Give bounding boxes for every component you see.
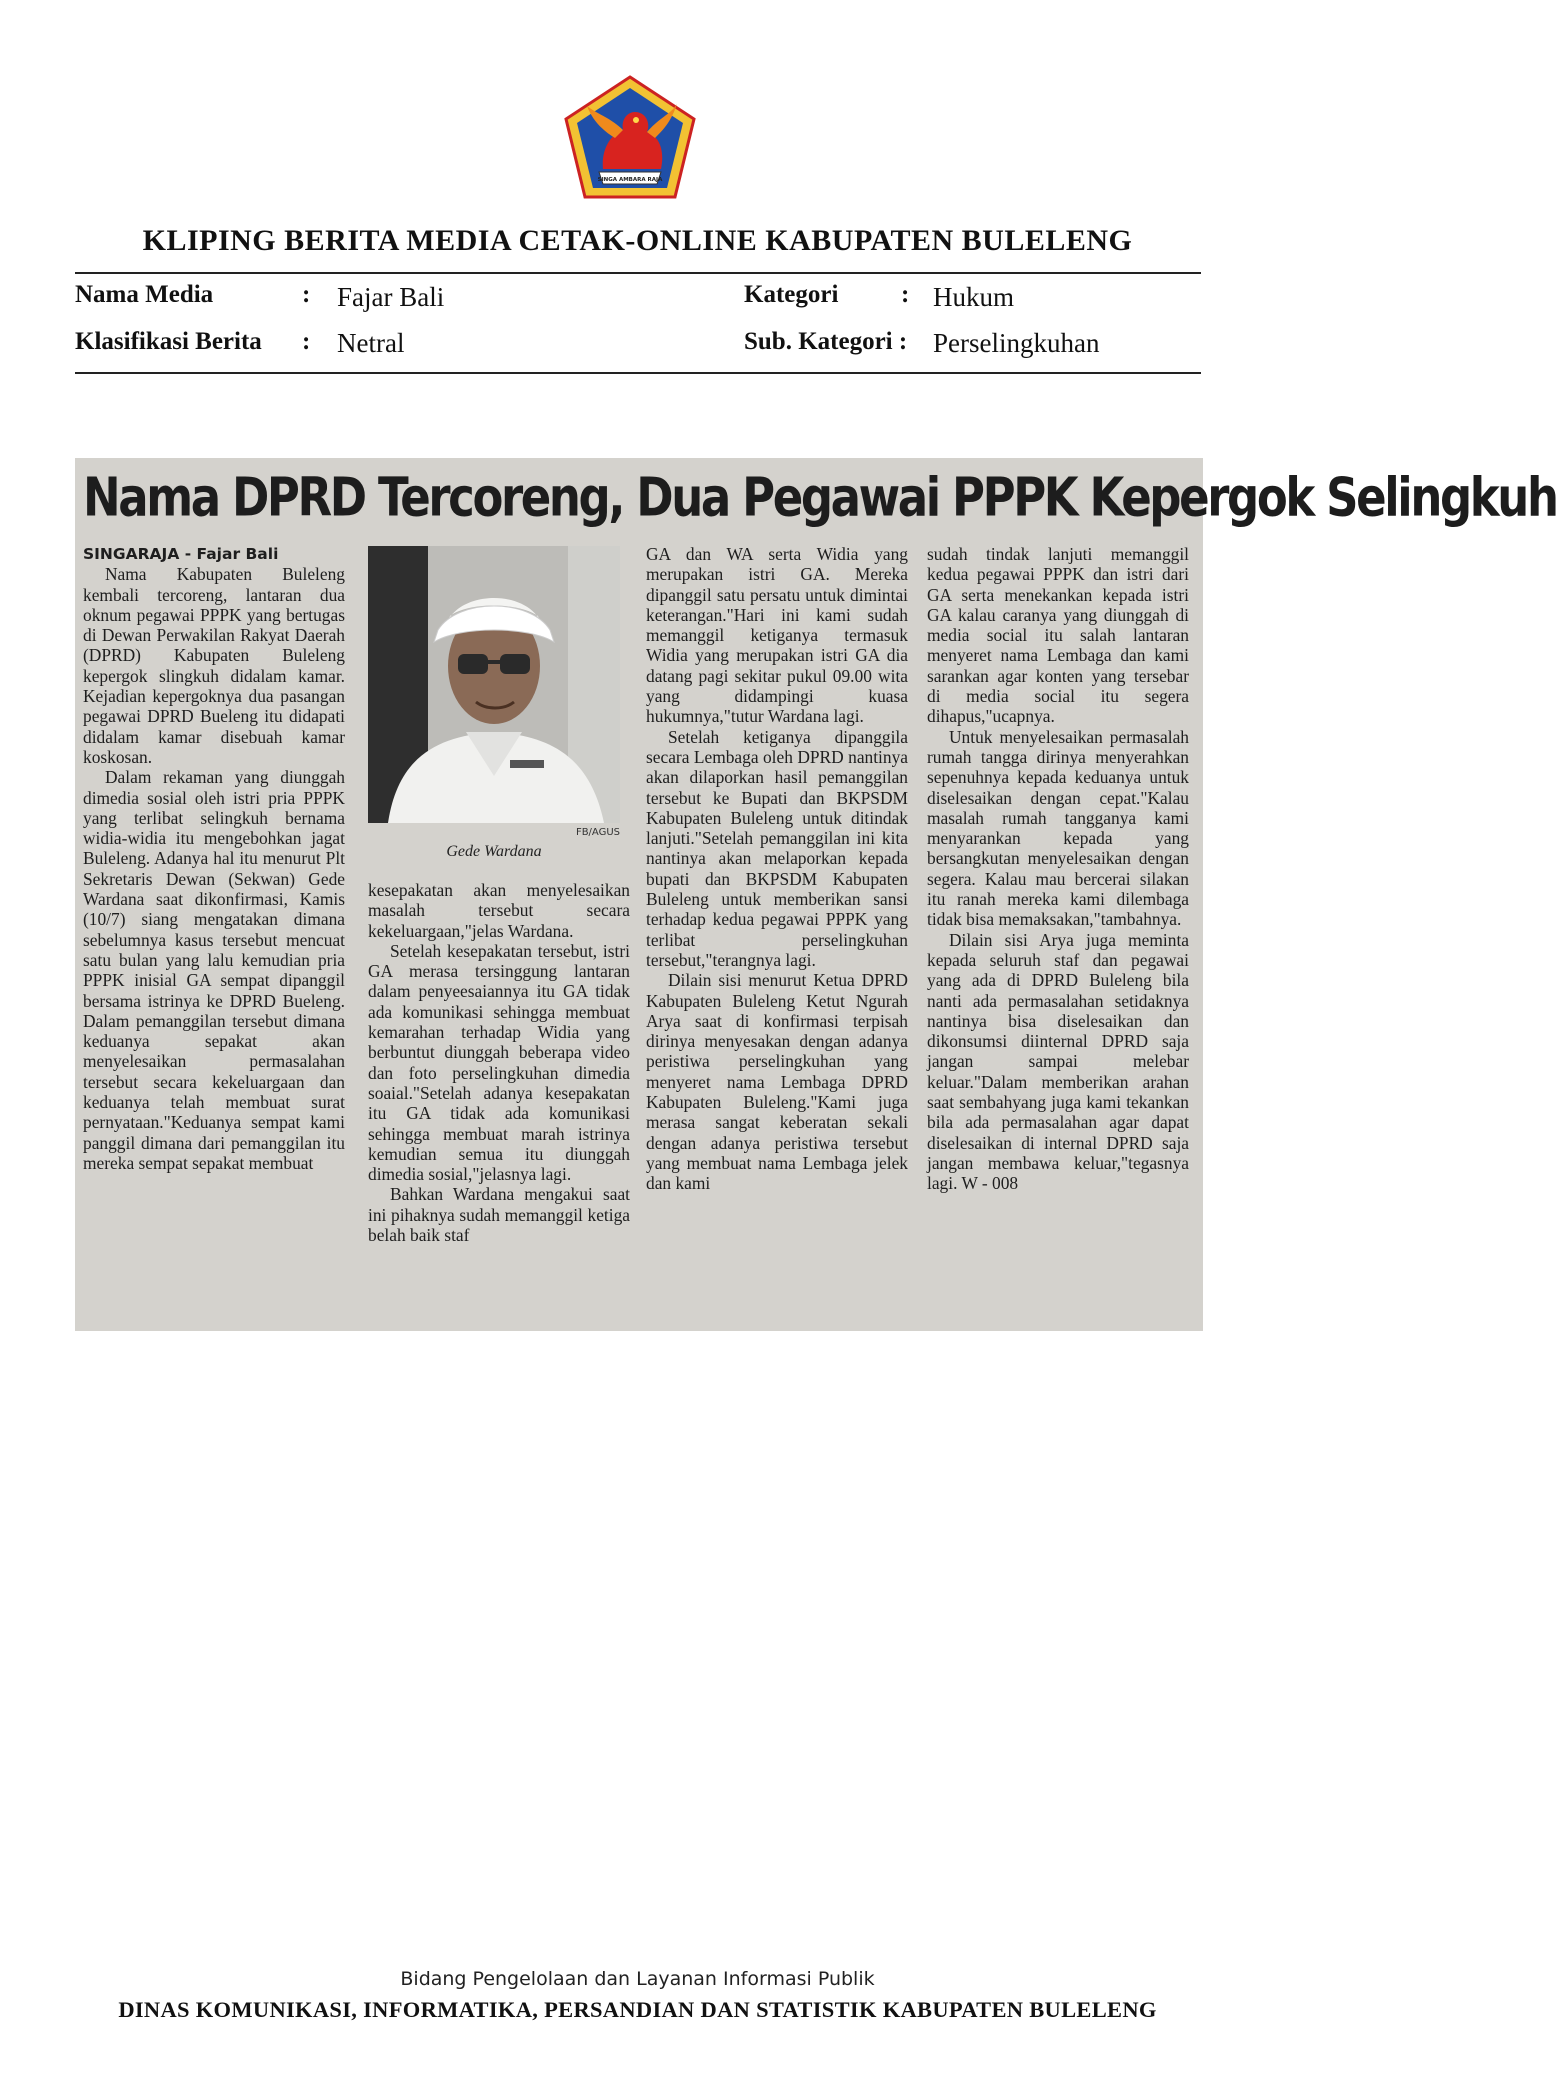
media-colon: : [302,281,311,308]
footer-unit: Bidang Pengelolaan dan Layanan Informasi Publik [400,1968,875,1990]
article-column-2 [368,880,630,1245]
article-dateline: SINGARAJA - Fajar Bali [83,545,279,563]
article-paragraph: Setelah kesepakatan tersebut, istri GA merasa tersinggung lantaran dalam penyeesaiannya itu GA tidak ada komunikasi sehingga membuat kemarahan terhadap Widia yang berbuntut diunggah beberapa video dan foto perselingkuhan dimedia soaial."Setelah adanya kesepakatan itu GA tidak ada komunikasi sehingga membuat marah istrinya kemudian semua itu diunggah dimedia sosial,"jelasnya lagi. [368,940,630,1185]
article-paragraph: Setelah ketiganya dipanggila secara Lembaga oleh DPRD nantinya akan dilaporkan hasil pemanggilan tersebut ke Bupati dan BKPSDM Kabupaten Buleleng untuk ditindak lanjuti."Setelah pemanggilan ini kita nantinya akan melaporkan kepada bupati dan BKPSDM Kabupaten Buleleng untuk memberikan sansi terhadap kedua pegawai PPPK yang terlibat perselingkuhan tersebut,"terangnya lagi. [646,726,908,970]
document-title: KLIPING BERITA MEDIA CETAK-ONLINE KABUPATEN BULELENG [142,224,1133,257]
footer-agency: DINAS KOMUNIKASI, INFORMATIKA, PERSANDIAN DAN STATISTIK KABUPATEN BULELENG [118,1997,1157,2022]
article-column-3 [646,544,908,1194]
article-paragraph: Untuk menyelesaikan permasalah rumah tangga dirinya menyerahkan sepenuhnya kepada keduanya untuk diselesaikan dengan cepat."Kalau masalah rumah tangganya kami menyarankan kepada yang bersangkutan menyelesaikan dengan segera. Kalau mau bercerai silakan itu ranah mereka kami dilembaga tidak bisa memaksakan,"tambahnya. [927,726,1189,930]
header-divider-bottom [75,372,1201,374]
article-paragraph: Dalam rekaman yang diunggah dimedia sosial oleh istri pria PPPK yang terlibat selingkuh bernama widia-widia itu mengebohkan jagat Buleleng. Adanya hal itu menurut Plt Sekretaris Dewan (Sekwan) Gede Wardana saat dikonfirmasi, Kamis (10/7) siang mengatakan dimana sebelumnya kasus tersebut mencuat satu bulan yang lalu kemudian pria PPPK inisial GA sempat dipanggil bersama istrinya ke DPRD Bueleng. Dalam pemanggilan tersebut dimana keduanya sepakat akan menyelesaikan permasalahan tersebut secara kekeluargaan dan keduanya telah membuat surat pernyataan."Keduanya sempat kami panggil dimana dari pemanggilan itu mereka sempat sepakat membuat [83,767,345,1173]
media-label: Nama Media [75,281,214,308]
klasifikasi-value: Netral [337,328,405,358]
klasifikasi-colon: : [302,328,311,355]
article-paragraph: sudah tindak lanjuti memanggil kedua pegawai PPPK dan istri dari GA serta menekankan kepada istri GA kalau caranya yang diunggah di media social itu salah lantaran menyeret nama Lembaga dan kami sarankan agar konten yang tersebar di media social itu segera dihapus,"ucapnya. [927,544,1189,727]
article-paragraph: kesepakatan akan menyelesaikan masalah tersebut secara kekeluargaan,"jelas Wardana. [368,880,630,941]
svg-text:SINGA AMBARA RAJA: SINGA AMBARA RAJA [597,177,663,183]
kabupaten-buleleng-logo [563,74,697,200]
photo-caption: Gede Wardana [446,843,542,860]
article-headline: Nama DPRD Tercoreng, Dua Pegawai PPPK Kepergok Selingkuh [83,466,1557,529]
newspaper-clipping [75,458,1557,1331]
kategori-value: Hukum [933,282,1014,312]
article-column-1 [83,544,345,1173]
article-paragraph: Bahkan Wardana mengakui saat ini pihaknya sudah memanggil ketiga belah baik staf [368,1184,630,1246]
subkategori-label: Sub. Kategori : [744,328,908,355]
kategori-colon: : [901,281,910,308]
subkategori-value: Perselingkuhan [933,328,1100,358]
article-column-4 [927,544,1189,1194]
header-divider-top [75,272,1201,274]
article-photo [368,546,620,823]
article-paragraph: GA dan WA serta Widia yang merupakan istri GA. Mereka dipanggil satu persatu untuk dimintai keterangan."Hari ini kami sudah memanggil ketiganya termasuk Widia yang merupakan istri GA dia datang pagi sekitar pukul 09.00 wita yang didampingi kuasa hukumnya,"tutur Wardana lagi. [646,544,908,727]
article-paragraph: Dilain sisi menurut Ketua DPRD Kabupaten Buleleng Ketut Ngurah Arya saat di konfirmasi terpisah dirinya menyesakan dengan adanya peristiwa perselingkuhan yang menyeret nama Lembaga DPRD Kabupaten Buleleng."Kami juga merasa sangat keberatan sekali dengan adanya peristiwa tersebut yang membuat nama Lembaga jelek dan kami [646,970,908,1194]
kategori-label: Kategori [744,281,839,308]
article-paragraph: Nama Kabupaten Buleleng kembali tercoreng, lantaran dua oknum pegawai PPPK yang bertugas di Dewan Perwakilan Rakyat Daerah (DPRD) Kabupaten Buleleng kepergok slingkuh didalam kamar. Kejadian kepergoknya dua pasangan pegawai DPRD Bueleng itu didapati didalam kamar disebuah kamar koskosan. [83,564,345,767]
article-paragraph: Dilain sisi Arya juga meminta kepada seluruh staf dan pegawai yang ada di DPRD Buleleng bila nanti ada permasalahan setidaknya nantinya bisa diselesaikan dan dikonsumsi diinternal DPRD saja jangan sampai melebar keluar."Dalam memberikan arahan saat sembahyang juga kami tekankan bila ada permasalahan agar dapat diselesaikan di internal DPRD saja jangan membawa keluar,"tegasnya lagi. W - 008 [927,929,1189,1194]
photo-credit: FB/AGUS [575,827,620,838]
klasifikasi-label: Klasifikasi Berita [75,328,262,355]
media-value: Fajar Bali [337,282,445,312]
